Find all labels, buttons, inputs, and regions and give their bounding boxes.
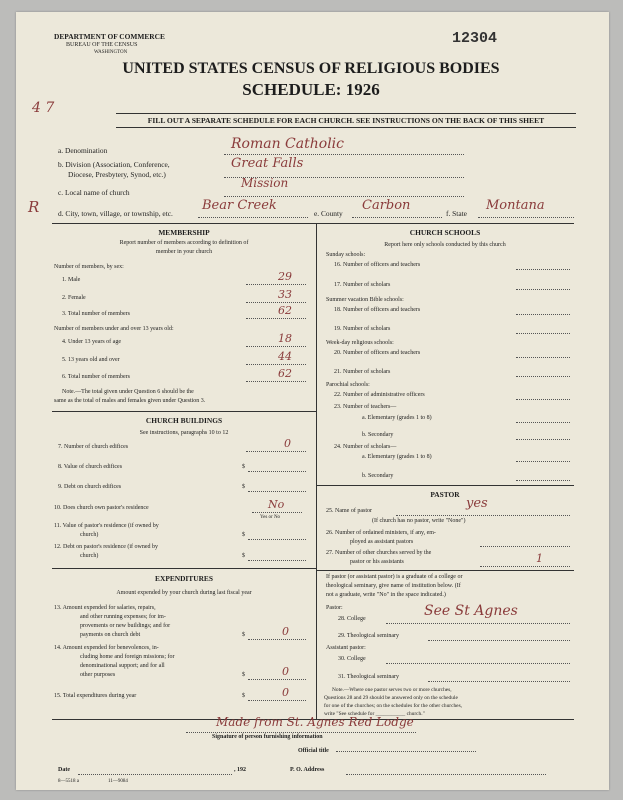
state-label: f. State bbox=[446, 209, 467, 218]
q13-label-2: and other running expenses; for im- bbox=[80, 614, 166, 620]
q11-dollar: $ bbox=[242, 532, 245, 538]
membership-note-1: Note.—The total given under Question 6 should be the bbox=[62, 389, 194, 395]
q7-label: 7. Number of church edifices bbox=[58, 444, 129, 450]
city-value[interactable]: Bear Creek bbox=[202, 198, 277, 213]
q25-hint: (If church has no pastor, write "None") bbox=[372, 518, 466, 524]
q27-label-1: 27. Number of other churches served by the bbox=[326, 550, 432, 556]
q28-value[interactable]: See St Agnes bbox=[424, 603, 518, 619]
pastor-heading: PASTOR bbox=[430, 490, 460, 499]
q11-label-2: church) bbox=[80, 532, 99, 538]
q26-label-1: 26. Number of ordained ministers, if any, em- bbox=[326, 530, 436, 536]
local-name-label: c. Local name of church bbox=[58, 188, 130, 197]
state-value[interactable]: Montana bbox=[486, 198, 545, 213]
sunday-label: Sunday schools: bbox=[326, 252, 366, 258]
po-address-label: P. O. Address bbox=[290, 767, 325, 773]
division-label-1: b. Division (Association, Conference, bbox=[58, 160, 170, 169]
q10-label: 10. Does church own pastor's residence bbox=[54, 505, 149, 511]
q14-label-1: 14. Amount expended for benevolences, in- bbox=[54, 645, 159, 651]
q24-label: 24. Number of scholars— bbox=[334, 444, 397, 450]
q3-value[interactable]: 62 bbox=[278, 304, 292, 317]
local-name-value[interactable]: Mission bbox=[241, 176, 289, 190]
q13-label-4: payments on church debt bbox=[80, 632, 141, 638]
form-subtitle: SCHEDULE: 1926 bbox=[242, 80, 380, 99]
q9-label: 9. Debt on church edifices bbox=[58, 484, 122, 490]
q14-value[interactable]: 0 bbox=[282, 665, 289, 678]
form-number: 8—5518 a bbox=[58, 779, 79, 784]
membership-intro-2: member in your church bbox=[155, 249, 213, 255]
signature-label: Signature of person furnishing information bbox=[212, 734, 323, 740]
margin-note: 4 7 bbox=[32, 100, 55, 116]
q10-hint: Yes or No bbox=[260, 515, 281, 520]
grad-text-2: theological seminary, give name of institution below. (If bbox=[326, 583, 461, 589]
q5-value[interactable]: 44 bbox=[278, 350, 292, 363]
q3-label: 3. Total number of members bbox=[62, 311, 130, 317]
q17-label: 17. Number of scholars bbox=[334, 282, 391, 288]
pastor-note-1: Note.—Where one pastor serves two or more churches, bbox=[332, 687, 452, 693]
summer-label: Summer vacation Bible schools: bbox=[326, 297, 404, 303]
form-title: UNITED STATES CENSUS OF RELIGIOUS BODIES bbox=[122, 60, 500, 77]
city-label-field: d. City, town, village, or township, etc. bbox=[58, 209, 173, 218]
city-label: WASHINGTON bbox=[94, 50, 128, 55]
q28-label: 28. College bbox=[338, 616, 366, 622]
q13-label-1: 13. Amount expended for salaries, repairs, bbox=[54, 605, 156, 611]
q4-label: 4. Under 13 years of age bbox=[62, 339, 121, 345]
q23b-label: b. Secondary bbox=[362, 432, 394, 438]
official-title-label: Official title bbox=[298, 748, 329, 754]
q13-value[interactable]: 0 bbox=[282, 625, 289, 638]
buildings-heading: CHURCH BUILDINGS bbox=[145, 416, 223, 425]
q26-label-2: ployed as assistant pastors bbox=[350, 539, 414, 545]
grad-text-3: not a graduate, write "No" in the space indicated.) bbox=[326, 592, 446, 598]
q8-dollar: $ bbox=[242, 464, 245, 470]
instructions: FILL OUT A SEPARATE SCHEDULE FOR EACH CHURCH. SEE INSTRUCTIONS ON THE BACK OF THIS SHEET bbox=[147, 116, 545, 125]
weekday-label: Week-day religious schools: bbox=[326, 340, 394, 346]
q10-value[interactable]: No bbox=[268, 498, 285, 511]
county-label: e. County bbox=[314, 209, 343, 218]
denomination-label: a. Denomination bbox=[58, 146, 108, 155]
q7-value[interactable]: 0 bbox=[284, 437, 291, 450]
q11-label-1: 11. Value of pastor's residence (if owned by bbox=[54, 523, 159, 529]
expenditures-heading: EXPENDITURES bbox=[155, 574, 213, 583]
row-mark: R bbox=[28, 198, 40, 216]
assistant-sub-label: Assistant pastor: bbox=[326, 645, 366, 651]
q24b-label: b. Secondary bbox=[362, 473, 394, 479]
pastor-note-2: Questions 28 and 29 should be answered only on the schedule bbox=[324, 695, 458, 701]
q6-label: 6. Total number of members bbox=[62, 374, 130, 380]
q15-dollar: $ bbox=[242, 693, 245, 699]
q18-label: 18. Number of officers and teachers bbox=[334, 307, 421, 313]
bureau-label: BUREAU OF THE CENSUS bbox=[66, 42, 138, 48]
q27-value[interactable]: 1 bbox=[536, 552, 543, 565]
division-label-2: Diocese, Presbytery, Synod, etc.) bbox=[68, 170, 166, 179]
expenditures-intro: Amount expended by your church during last fiscal year bbox=[116, 590, 252, 596]
q25-label: 25. Name of pastor bbox=[326, 508, 372, 514]
q13-label-3: provements or new buildings; and for bbox=[80, 623, 171, 629]
q12-dollar: $ bbox=[242, 553, 245, 559]
serial-number: 12304 bbox=[452, 30, 498, 47]
signature-value[interactable]: Made from St. Agnes Red Lodge bbox=[216, 715, 414, 729]
q31-label: 31. Theological seminary bbox=[338, 674, 400, 680]
q25-value[interactable]: yes bbox=[466, 496, 488, 511]
q29-label: 29. Theological seminary bbox=[338, 633, 400, 639]
q14-label-2: cluding home and foreign missions; for bbox=[80, 654, 175, 660]
q23-label: 23. Number of teachers— bbox=[334, 404, 397, 410]
q15-value[interactable]: 0 bbox=[282, 686, 289, 699]
q2-value[interactable]: 33 bbox=[278, 288, 292, 301]
buildings-intro: See instructions, paragraphs 10 to 12 bbox=[139, 430, 229, 436]
q30-label: 30. College bbox=[338, 656, 366, 662]
grad-text-1: If pastor (or assistant pastor) is a graduate of a college or bbox=[326, 574, 463, 580]
membership-note-2: same as the total of males and females given under Question 3. bbox=[54, 398, 206, 404]
pastor-sub-label: Pastor: bbox=[326, 605, 343, 611]
q20-label: 20. Number of officers and teachers bbox=[334, 350, 421, 356]
q15-label: 15. Total expenditures during year bbox=[54, 693, 137, 699]
age-intro: Number of members under and over 13 years old: bbox=[54, 326, 174, 332]
q6-value[interactable]: 62 bbox=[278, 367, 292, 380]
census-schedule-sheet bbox=[16, 12, 609, 790]
q2-label: 2. Female bbox=[62, 295, 86, 301]
schools-heading: CHURCH SCHOOLS bbox=[409, 228, 481, 237]
by-sex-label: Number of members, by sex: bbox=[54, 264, 124, 270]
pastor-note-4: write "See schedule for ___________ church." bbox=[324, 711, 425, 717]
q22-label: 22. Number of administrative officers bbox=[334, 392, 425, 398]
q5-label: 5. 13 years old and over bbox=[62, 357, 120, 363]
q12-label-2: church) bbox=[80, 553, 99, 559]
q1-value[interactable]: 29 bbox=[278, 270, 292, 283]
q24a-label: a. Elementary (grades 1 to 8) bbox=[362, 454, 432, 460]
dept-label: DEPARTMENT OF COMMERCE bbox=[54, 32, 165, 41]
schools-intro: Report here only schools conducted by this church bbox=[384, 242, 506, 248]
pastor-note-3: for one of the churches; on the schedules for the other churches, bbox=[324, 703, 463, 709]
q27-label-2: pastor or his assistants bbox=[350, 559, 404, 565]
year-label: , 192 bbox=[234, 767, 246, 773]
q12-label-1: 12. Debt on pastor's residence (if owned by bbox=[54, 544, 159, 550]
q19-label: 19. Number of scholars bbox=[334, 326, 391, 332]
membership-intro-1: Report number of members according to definition of bbox=[119, 240, 249, 246]
q4-value[interactable]: 18 bbox=[278, 332, 292, 345]
membership-heading: MEMBERSHIP bbox=[158, 228, 210, 237]
q21-label: 21. Number of scholars bbox=[334, 369, 391, 375]
q16-label: 16. Number of officers and teachers bbox=[334, 262, 421, 268]
date-label: Date bbox=[58, 767, 70, 773]
q23a-label: a. Elementary (grades 1 to 8) bbox=[362, 415, 432, 421]
denomination-value[interactable]: Roman Catholic bbox=[231, 136, 344, 152]
q14-label-4: other purposes bbox=[80, 672, 116, 678]
q14-label-3: denominational support; and for all bbox=[80, 663, 165, 669]
q8-label: 8. Value of church edifices bbox=[58, 464, 123, 470]
parochial-label: Parochial schools: bbox=[326, 382, 370, 388]
q13-dollar: $ bbox=[242, 632, 245, 638]
county-value[interactable]: Carbon bbox=[362, 198, 411, 213]
division-value[interactable]: Great Falls bbox=[231, 156, 304, 171]
q1-label: 1. Male bbox=[62, 277, 81, 283]
print-number: 11—9084 bbox=[108, 779, 128, 784]
q9-dollar: $ bbox=[242, 484, 245, 490]
q14-dollar: $ bbox=[242, 672, 245, 678]
